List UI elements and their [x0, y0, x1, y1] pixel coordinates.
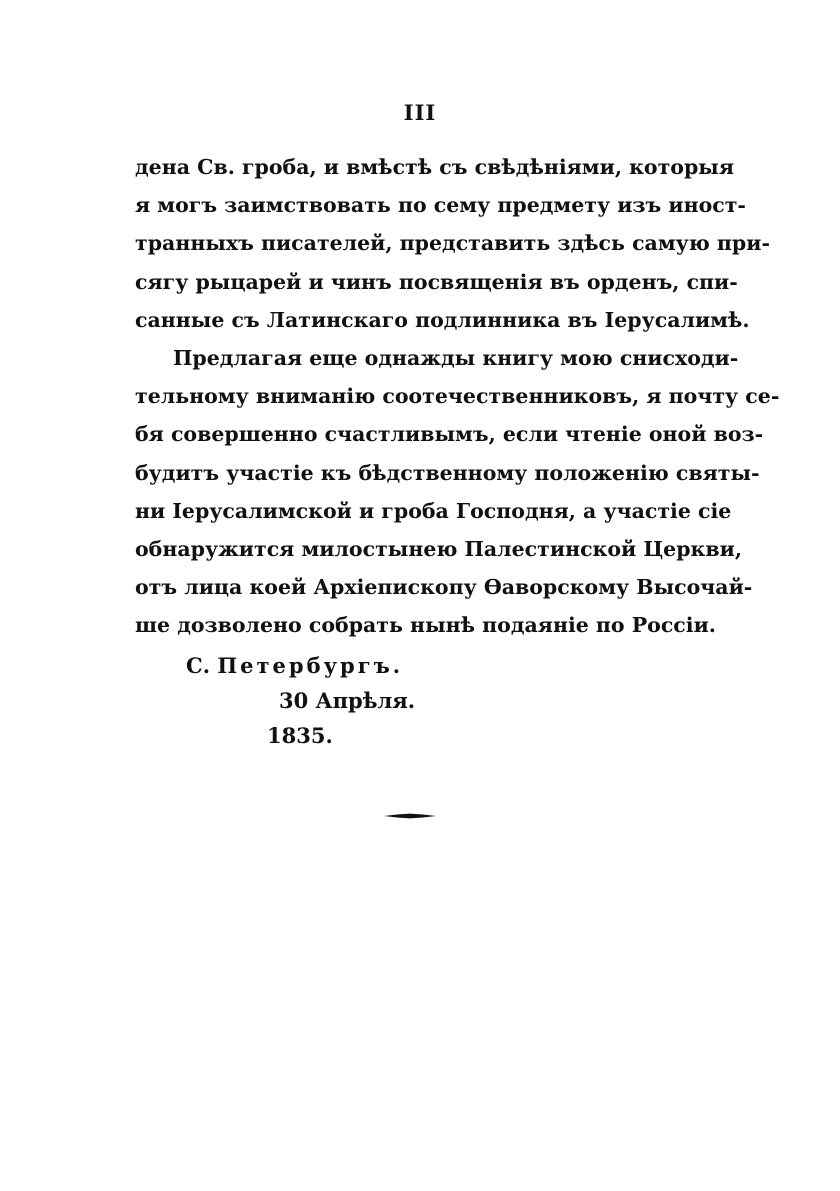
- text-line: сягу рыцарей и чинъ посвященія въ орденъ, спи-: [135, 269, 738, 294]
- signature-year: 1835.: [267, 723, 333, 748]
- text-line: будитъ участіе къ бѣдственному положенію святы-: [135, 460, 760, 485]
- signature-city: [186, 648, 415, 683]
- page-number: III: [403, 100, 437, 125]
- text-line: тельному вниманію соотечественниковъ, я почту се-: [135, 384, 780, 409]
- tailpiece-dash-icon: [384, 811, 436, 821]
- city-name: Петербургъ.: [217, 653, 404, 678]
- body-text: [135, 148, 780, 644]
- text-line: ше дозволено собрать нынѣ подаяніе по Россіи.: [135, 613, 716, 638]
- text-line: дена Св. гроба, и вмѣстѣ съ свѣдѣніями, которыя: [135, 155, 734, 179]
- text-line: транныхъ писателей, представить здѣсь самую при-: [135, 231, 770, 256]
- text-line: санные съ Латинскаго подлинника въ Іерусалимѣ.: [135, 307, 750, 332]
- text-line: ни Іерусалимской и гроба Господня, а участіе сіе: [135, 498, 732, 523]
- text-line: обнаружится милостынею Палестинской Церкви,: [135, 536, 742, 561]
- text-line: я могъ заимствовать по сему предмету изъ иност-: [135, 193, 746, 218]
- paragraph-1: [135, 148, 770, 339]
- text-line: бя совершенно счастливымъ, если чтеніе оной воз-: [135, 422, 764, 447]
- signature-block: [186, 648, 415, 753]
- text-line: отъ лица коей Архіепископу Ѳаворскому Высочай-: [135, 575, 753, 600]
- text-line: Предлагая еще однажды книгу мою снисходи-: [173, 345, 739, 370]
- paragraph-2: [135, 339, 780, 645]
- city-prefix: С.: [186, 653, 211, 678]
- signature-date: 30 Апрѣля.: [279, 688, 416, 713]
